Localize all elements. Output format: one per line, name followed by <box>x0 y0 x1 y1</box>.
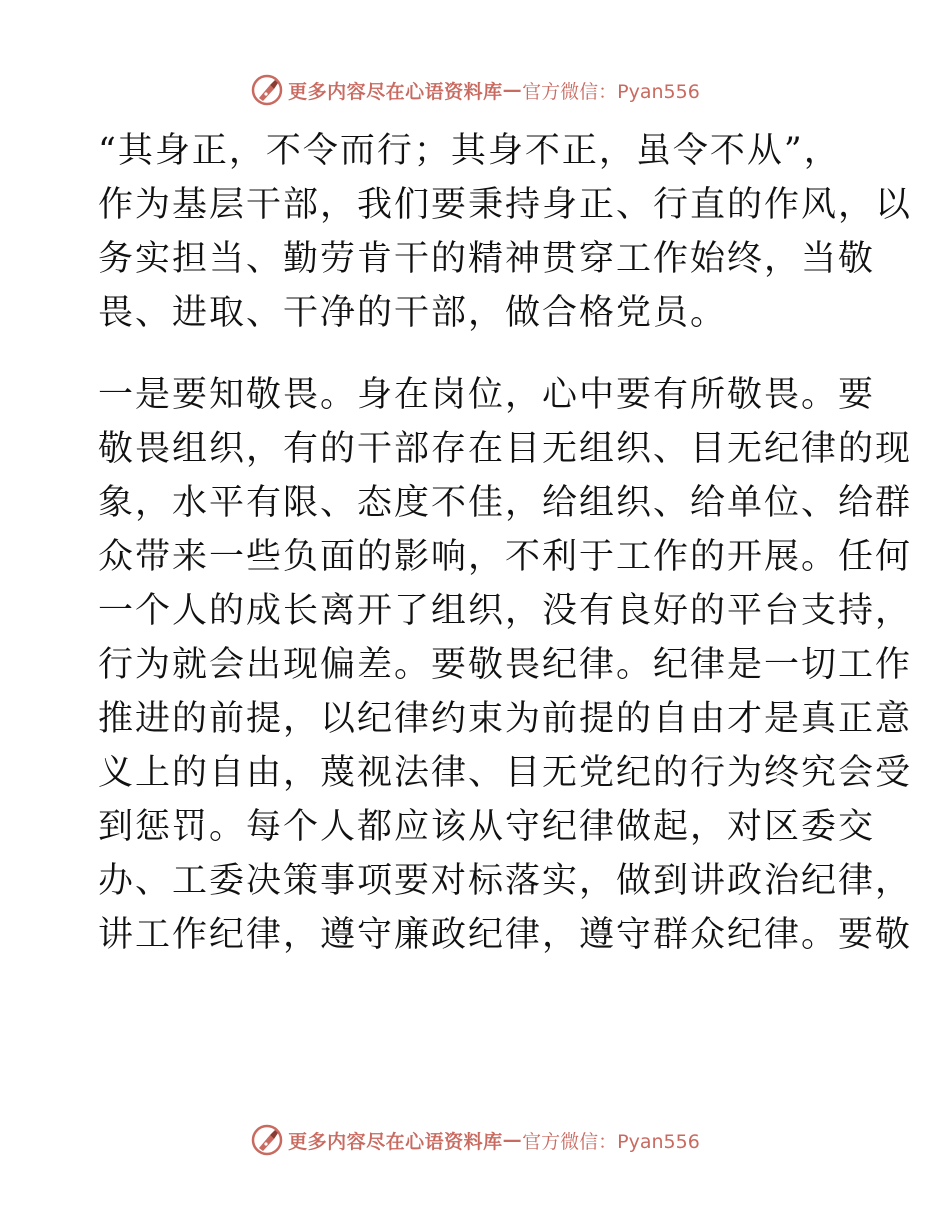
banner-contact: 官方微信：Pyan556 <box>522 80 700 103</box>
text-line: 讲工作纪律，遵守廉政纪律，遵守群众纪律。要敬 <box>98 915 913 955</box>
pen-nib-icon <box>250 1123 284 1157</box>
text-line: 义上的自由，蔑视法律、目无党纪的行为终究会受 <box>98 753 913 793</box>
paragraph <box>98 368 913 962</box>
paragraph-gap <box>98 340 858 368</box>
pen-nib-icon <box>250 73 284 107</box>
text-line: 务实担当、勤劳肯干的精神贯穿工作始终，当敬 <box>98 239 876 279</box>
banner-separator: — <box>502 79 523 101</box>
header-banner <box>0 70 950 110</box>
text-line: 敬畏组织，有的干部存在目无组织、目无纪律的现 <box>98 429 913 469</box>
banner-contact: 官方微信：Pyan556 <box>522 1130 700 1153</box>
paragraph <box>98 124 913 340</box>
text-line: 一是要知敬畏。身在岗位，心中要有所敬畏。要 <box>98 375 876 415</box>
text-line: 畏、进取、干净的干部，做合格党员。 <box>98 293 728 333</box>
text-line: 作为基层干部，我们要秉持身正、行直的作风，以 <box>98 185 913 225</box>
text-line: 到惩罚。每个人都应该从守纪律做起，对区委交 <box>98 807 876 847</box>
text-line: 办、工委决策事项要对标落实，做到讲政治纪律， <box>98 861 913 901</box>
document-body <box>98 124 913 962</box>
text-line: “其身正，不令而行；其身不正，虽令不从”， <box>98 131 841 171</box>
text-line: 象，水平有限、态度不佳，给组织、给单位、给群 <box>98 483 913 523</box>
text-line: 一个人的成长离开了组织，没有良好的平台支持， <box>98 591 913 631</box>
banner-title: 更多内容尽在心语资料库 <box>288 1130 503 1153</box>
text-line: 推进的前提，以纪律约束为前提的自由才是真正意 <box>98 699 913 739</box>
text-line: 众带来一些负面的影响，不利于工作的开展。任何 <box>98 537 913 577</box>
text-line: 行为就会出现偏差。要敬畏纪律。纪律是一切工作 <box>98 645 913 685</box>
footer-banner <box>0 1120 950 1160</box>
banner-title: 更多内容尽在心语资料库 <box>288 80 503 103</box>
banner-separator: — <box>502 1129 523 1151</box>
